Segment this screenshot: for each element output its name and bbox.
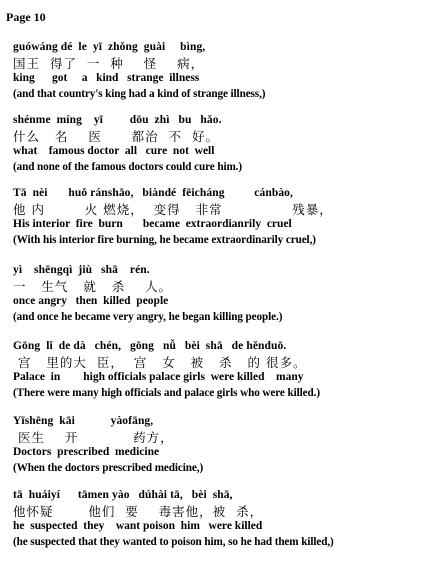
hanzi-line: 什么 名 医 都治 不 好。 xyxy=(13,128,220,144)
gloss-line: king got a kind strange illness xyxy=(13,72,200,85)
hanzi-line: 医生 开 药方， xyxy=(13,429,174,445)
verse-block-6 xyxy=(13,414,423,476)
gloss-line: His interior fire burn became extraordianrily cruel xyxy=(13,218,292,231)
translation-line: (With his interior fire burning, he became extraordinarily cruel,) xyxy=(13,233,316,246)
translation-line: (There were many high officials and palace girls who were killed.) xyxy=(13,386,320,399)
verse-block-1 xyxy=(13,40,423,102)
gloss-line: what famous doctor all cure not well xyxy=(13,145,215,158)
pinyin-line: yì shēngqì jiù shā rén. xyxy=(13,264,150,276)
gloss-line: Doctors prescribed medicine xyxy=(13,446,160,459)
translation-line: (and none of the famous doctors could cure him.) xyxy=(13,160,243,173)
hanzi-line: 一 生气 就 杀 人。 xyxy=(13,278,173,294)
hanzi-line: 宫 里的大 臣， 宫 女 被 杀 的 很多。 xyxy=(13,354,307,370)
pinyin-line: Yīshēng kāi yàofāng, xyxy=(13,415,154,427)
pinyin-line: guówáng dé le yī zhǒng guài bìng, xyxy=(13,41,206,53)
translation-line: (and that country's king had a kind of strange illness,) xyxy=(13,87,266,100)
verse-block-7 xyxy=(13,488,423,550)
pinyin-line: tā huáiyí tāmen yào dúhài tā, bèi shā, xyxy=(13,489,233,501)
gloss-line: Palace in high officials palace girls were killed many xyxy=(13,371,304,384)
verse-block-5 xyxy=(13,339,423,401)
hanzi-line: 他怀疑 他们 要 毒害他，被 杀， xyxy=(13,503,264,519)
pinyin-line: shénme míng yī dōu zhì bu hǎo. xyxy=(13,114,222,126)
gloss-line: he suspected they want poison him were killed xyxy=(13,520,263,533)
translation-line: (and once he became very angry, he began killing people.) xyxy=(13,310,283,323)
translation-line: (When the doctors prescribed medicine,) xyxy=(13,461,204,474)
pinyin-line: Tā nèi huǒ ránshāo, biàndé fēicháng cánbào, xyxy=(13,187,294,199)
pinyin-line: Gōng lǐ de dà chén, gōng nǚ bèi shā de hěnduō. xyxy=(13,340,287,352)
verse-block-2 xyxy=(13,113,423,175)
translation-line: (he suspected that they wanted to poison him, so he had them killed,) xyxy=(13,535,334,548)
page-number: Page 10 xyxy=(6,10,46,24)
gloss-line: once angry then killed people xyxy=(13,295,169,308)
hanzi-line: 国王 得了 一 种 怪 病， xyxy=(13,55,205,71)
verse-block-4 xyxy=(13,263,423,325)
verse-block-3 xyxy=(13,186,423,248)
hanzi-line: 他 内 火 燃烧， 变得 非常 残暴， xyxy=(13,201,333,217)
